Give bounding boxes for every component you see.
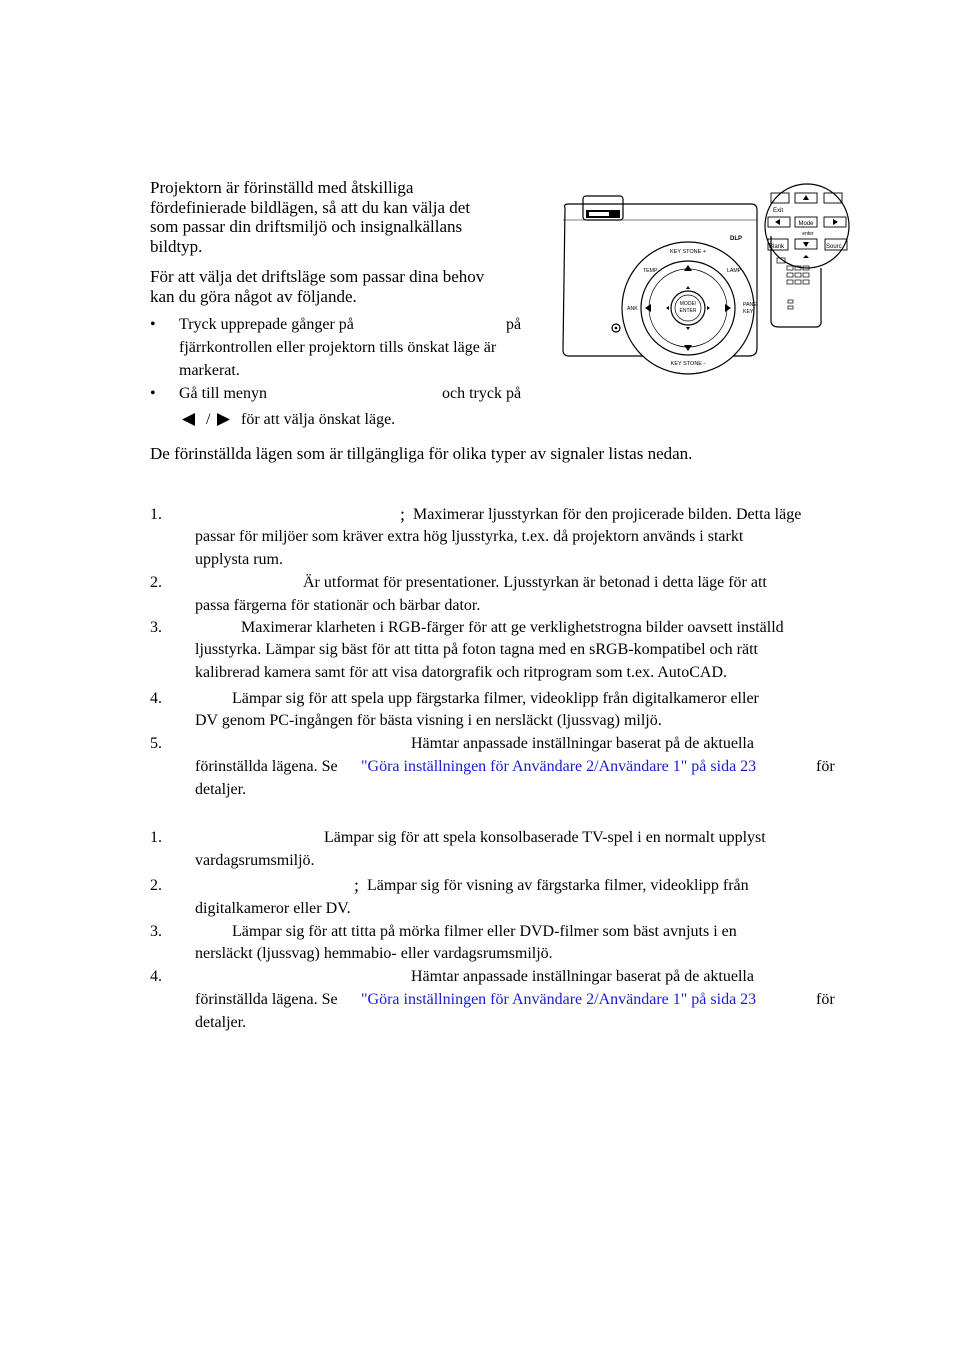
intro-line: kan du göra något av följande. bbox=[150, 286, 357, 306]
intro-line: bildtyp. bbox=[150, 236, 203, 256]
list-text: Lämpar sig för att titta på mörka filmer eller DVD-filmer som bäst avnjuts i en bbox=[232, 923, 737, 940]
list-text: nersläckt (ljussvag) hemmabio- eller vardagsrumsmiljö. bbox=[195, 945, 553, 962]
list-number: 2. bbox=[150, 574, 162, 591]
bullet-2-text: Gå till menyn bbox=[179, 385, 267, 402]
keystone-minus-label: KEY STONE - bbox=[670, 361, 706, 367]
list-text: detaljer. bbox=[195, 781, 247, 798]
temp-label: TEMP bbox=[643, 268, 658, 274]
list-colon: ; bbox=[400, 504, 406, 524]
list-text: för bbox=[816, 991, 835, 1008]
list-number: 3. bbox=[150, 923, 162, 940]
bullet-1-text: på bbox=[506, 316, 522, 333]
list-text: Är utformat för presentationer. Ljusstyrkan är betonad i detta läge för att bbox=[303, 574, 767, 591]
list-text: passa färgerna för stationär och bärbar dator. bbox=[195, 597, 481, 614]
intro-line: som passar din driftsmiljö och insignalkällans bbox=[150, 217, 463, 236]
mode-enter-label: MODE/ bbox=[679, 301, 697, 307]
list-number: 1. bbox=[150, 506, 162, 523]
list-text: förinställda lägena. Se bbox=[195, 758, 338, 775]
list-number: 1. bbox=[150, 829, 162, 846]
right-arrow-icon bbox=[216, 413, 232, 427]
list-text: passar för miljöer som kräver extra hög ljusstyrka, t.ex. då projektorn används i starkt bbox=[195, 528, 744, 545]
list-text: vardagsrumsmiljö. bbox=[195, 852, 315, 869]
blank-label: ANK bbox=[627, 306, 638, 312]
list-text: Hämtar anpassade inställningar baserat på de aktuella bbox=[411, 735, 754, 752]
cross-reference-link[interactable]: "Göra inställningen för Användare 2/Användare 1" på sida 23 bbox=[361, 758, 757, 775]
list-text: Lämpar sig för att spela konsolbaserade TV-spel i en normalt upplyst bbox=[324, 829, 766, 846]
list-text: förinställda lägena. Se bbox=[195, 991, 338, 1008]
bullet-marker: • bbox=[150, 385, 156, 402]
summary-text: De förinställda lägen som är tillgängliga för olika typer av signaler listas nedan. bbox=[150, 444, 693, 463]
panel-key-label: PANE bbox=[743, 302, 757, 308]
list-text: för bbox=[816, 758, 835, 775]
remote-exit-label: Exit bbox=[773, 208, 784, 214]
mode-enter-label: ENTER bbox=[679, 308, 697, 314]
intro-line: fördefinierade bildlägen, så att du kan välja det bbox=[150, 197, 471, 217]
list-text: Lämpar sig för att spela upp färgstarka filmer, videoklipp från digitalkameror eller bbox=[232, 690, 759, 707]
intro-paragraph-2 bbox=[150, 267, 484, 306]
list-text: detaljer. bbox=[195, 1014, 247, 1031]
dlp-logo: DLP bbox=[730, 236, 742, 242]
list-text: DV genom PC-ingången för bästa visning i en nersläckt (ljussvag) miljö. bbox=[195, 712, 662, 729]
remote-enter-label: enter bbox=[802, 231, 814, 237]
list-number: 4. bbox=[150, 968, 162, 985]
list-text: digitalkameror eller DV. bbox=[195, 900, 351, 917]
arrow-separator: / bbox=[206, 411, 211, 428]
list-number: 2. bbox=[150, 877, 162, 894]
list-number: 3. bbox=[150, 619, 162, 636]
projector-remote-illustration bbox=[555, 180, 855, 380]
list-text: Lämpar sig för visning av färgstarka filmer, videoklipp från bbox=[367, 877, 749, 894]
bullet-1-text: markerat. bbox=[179, 362, 240, 379]
list-colon: ; bbox=[354, 875, 360, 895]
bullet-2-text: för att välja önskat läge. bbox=[241, 411, 396, 428]
cross-reference-link[interactable]: "Göra inställningen för Användare 2/Användare 1" på sida 23 bbox=[361, 991, 757, 1008]
list-text: kalibrerad kamera samt för att visa datorgrafik och ritprogram som t.ex. AutoCAD. bbox=[195, 664, 727, 681]
list-text: upplysta rum. bbox=[195, 551, 283, 568]
bullet-1-text: Tryck upprepade gånger på bbox=[179, 316, 354, 333]
bullet-marker: • bbox=[150, 316, 156, 333]
list-number: 5. bbox=[150, 735, 162, 752]
remote-source-label: Sourc bbox=[826, 244, 842, 250]
panel-key-label: KEY bbox=[743, 309, 754, 315]
left-arrow-icon bbox=[181, 413, 197, 427]
bullet-2-text: och tryck på bbox=[442, 385, 522, 402]
list-text: Maximerar ljusstyrkan för den projicerade bilden. Detta läge bbox=[413, 506, 802, 523]
keystone-plus-label: KEY STONE + bbox=[669, 249, 707, 255]
list-text: Hämtar anpassade inställningar baserat på de aktuella bbox=[411, 968, 754, 985]
intro-paragraph-1 bbox=[150, 178, 470, 256]
lamp-label: LAMP bbox=[727, 268, 742, 274]
remote-mode-label: Mode bbox=[798, 221, 814, 227]
intro-line: För att välja det driftsläge som passar dina behov bbox=[150, 267, 485, 286]
list-text: ljusstyrka. Lämpar sig bäst för att titta på foton tagna med en sRGB-kompatibel och rätt bbox=[195, 641, 758, 658]
intro-line: Projektorn är förinställd med åtskilliga bbox=[150, 178, 414, 197]
bullet-1-text: fjärrkontrollen eller projektorn tills önskat läge är bbox=[179, 339, 497, 356]
remote-blank-label: Blank bbox=[769, 244, 785, 250]
list-text: Maximerar klarheten i RGB-färger för att ge verklighetstrogna bilder oavsett inställd bbox=[241, 619, 784, 636]
list-number: 4. bbox=[150, 690, 162, 707]
